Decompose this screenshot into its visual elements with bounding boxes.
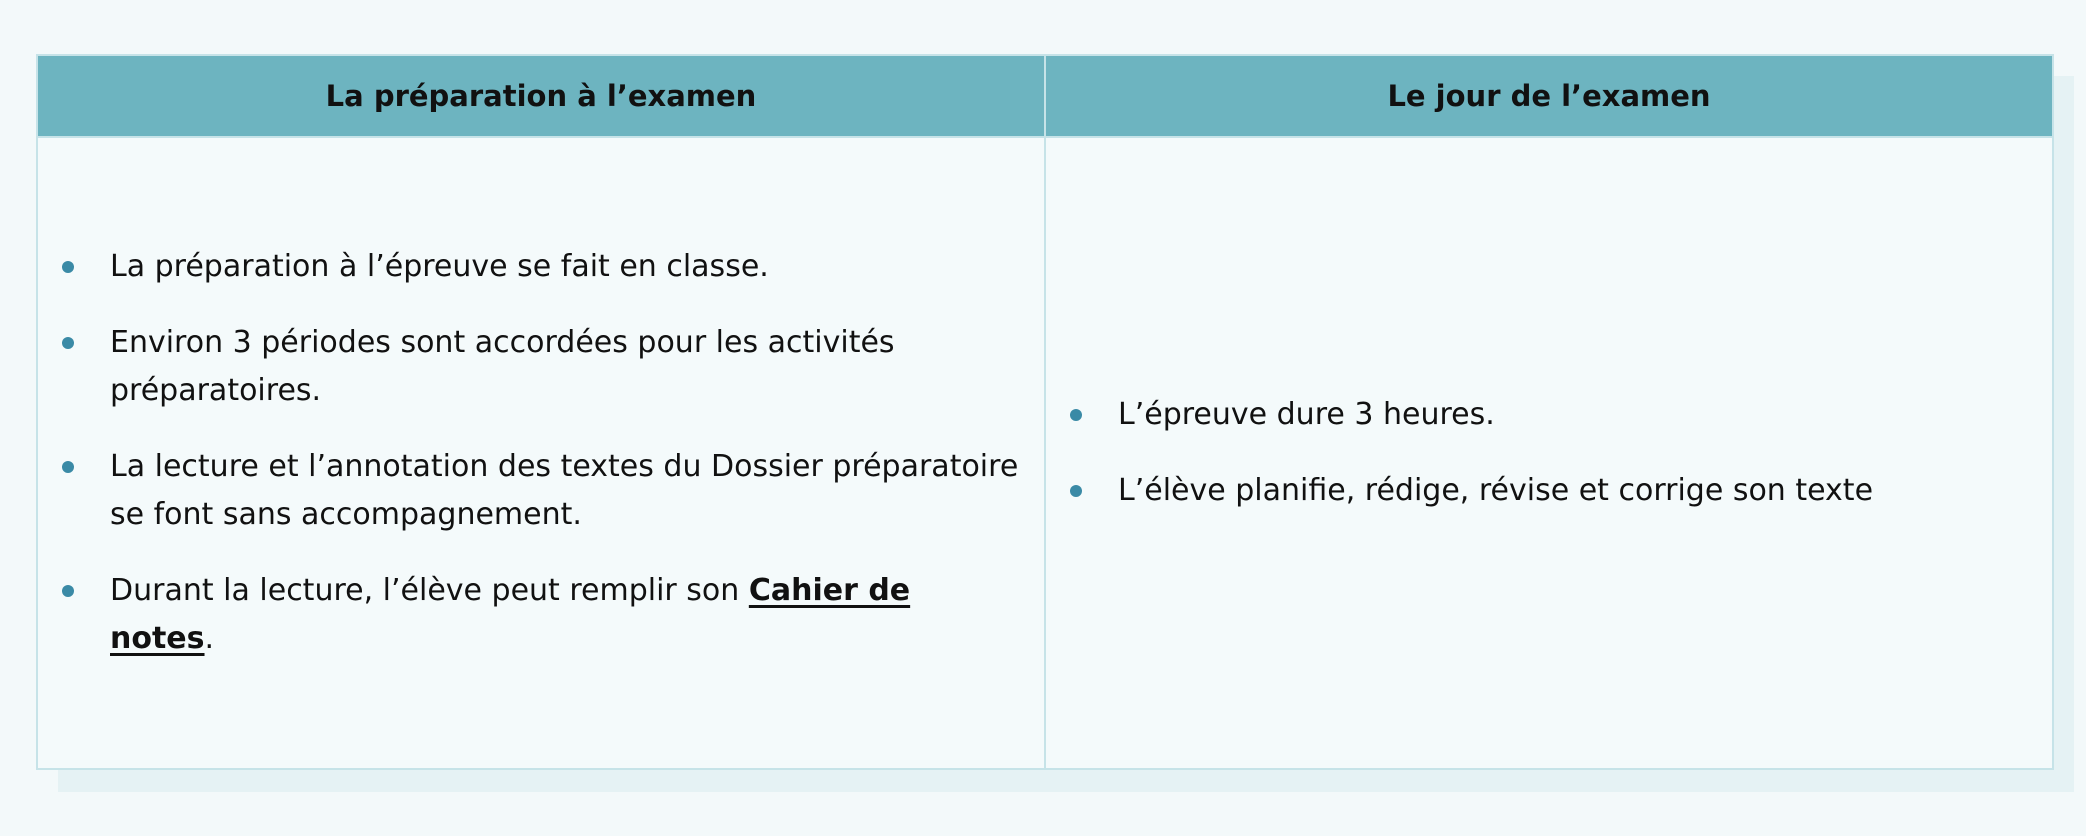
table-header-row — [37, 55, 2053, 137]
bullet-dot-icon — [62, 585, 74, 597]
list-item-text: Environ 3 périodes sont accordées pour les activités préparatoires. — [110, 325, 895, 408]
list-item — [58, 443, 1024, 539]
list-item-text: L’épreuve dure 3 heures. — [1118, 397, 1495, 432]
list-item-text-end: . — [204, 621, 215, 656]
table-body-row — [37, 137, 2053, 769]
exam-info-table — [36, 54, 2054, 770]
bullet-dot-icon — [62, 461, 74, 473]
header-preparation: La préparation à l’examen — [37, 55, 1045, 137]
exam-info-panel — [36, 54, 2052, 770]
bullet-dot-icon — [62, 261, 74, 273]
list-item-text: La préparation à l’épreuve se fait en classe. — [110, 249, 769, 284]
list-item — [58, 567, 1024, 663]
list-item-text: La lecture et l’annotation des textes du Dossier préparatoire se font sans accompagnement. — [110, 449, 1019, 532]
list-item — [1066, 391, 2032, 439]
cahier-de-notes-link[interactable]: Cahier de notes — [110, 573, 911, 656]
list-item-text: L’élève planifie, rédige, révise et corrige son texte — [1118, 473, 1874, 508]
bullet-dot-icon — [1070, 485, 1082, 497]
list-item — [58, 319, 1024, 415]
exam-day-list — [1066, 391, 2032, 515]
list-item-text: Durant la lecture, l’élève peut remplir son — [110, 573, 749, 608]
bullet-dot-icon — [1070, 409, 1082, 421]
list-item — [1066, 467, 2032, 515]
header-exam-day: Le jour de l’examen — [1045, 55, 2053, 137]
bullet-dot-icon — [62, 337, 74, 349]
preparation-cell — [37, 137, 1045, 769]
exam-day-cell — [1045, 137, 2053, 769]
preparation-list — [58, 243, 1024, 663]
list-item — [58, 243, 1024, 291]
